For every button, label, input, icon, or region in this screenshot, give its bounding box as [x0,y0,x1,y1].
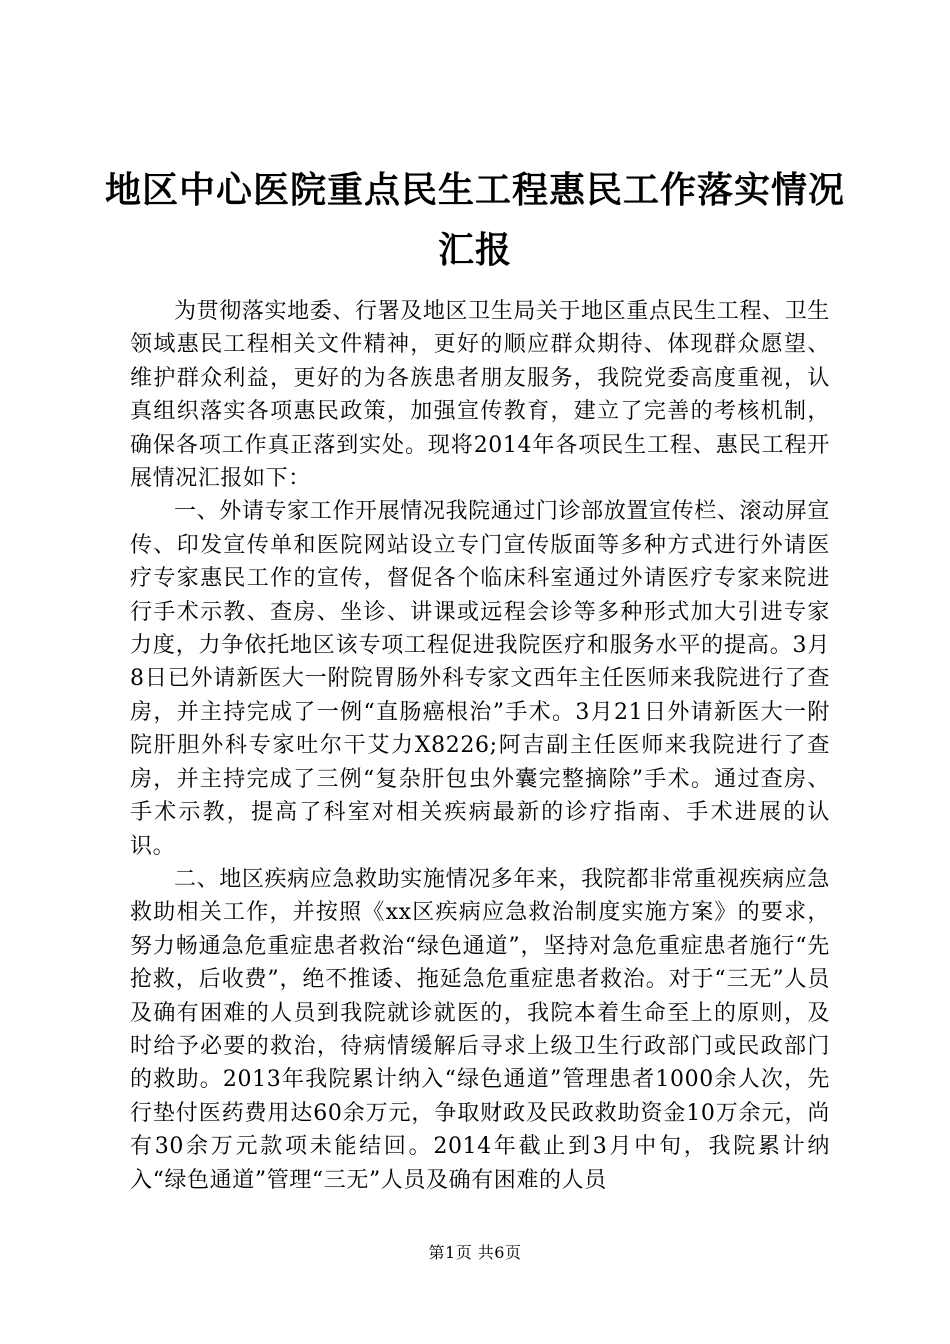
title-line-1: 地区中心医院重点民生工程惠民工作落实情况 [104,169,845,211]
document-title [100,160,850,280]
page-number-footer: 第1页 共6页 [428,1243,522,1262]
paragraph-section-2: 二、地区疾病应急救助实施情况多年来，我院都非常重视疾病应急救助相关工作，并按照《xx区疾病应急救治制度实施方案》的要求，努力畅通急危重症患者救治“绿色通道”，坚持对急危重症患者施行“先抢救，后收费”，绝不推诿、拖延急危重症患者救治。对于“三无”人员及确有困难的人员到我院就诊就医的，我院本着生命至上的原则，及时给予必要的救治，待病情缓解后寻求上级卫生行政部门或民政部门的救助。2013年我院累计纳入“绿色通道”管理患者1000余人次，先行垫付医药费用达60余万元，争取财政及民政救助资金10万余元，尚有30余万元款项未能结回。2014年截止到3月中旬，我院累计纳入“绿色通道”管理“三无”人员及确有困难的人员 [130,866,830,1193]
document-body [130,295,830,1197]
title-line-2: 汇报 [437,229,512,271]
paragraph-section-1: 一、外请专家工作开展情况我院通过门诊部放置宣传栏、滚动屏宣传、印发宣传单和医院网站设立专门宣传版面等多种方式进行外请医疗专家惠民工作的宣传，督促各个临床科室通过外请医疗专家来院进行手术示教、查房、坐诊、讲课或远程会诊等多种形式加大引进专家力度，力争依托地区该专项工程促进我院医疗和服务水平的提高。3月8日已外请新医大一附院胃肠外科专家文西年主任医师来我院进行了查房，并主持完成了一例“直肠癌根治”手术。3月21日外请新医大一附院肝胆外科专家吐尔干艾力X8226;阿吉副主任医师来我院进行了查房，并主持完成了三例“复杂肝包虫外囊完整摘除”手术。通过查房、手术示教，提高了科室对相关疾病最新的诊疗指南、手术进展的认识。 [130,499,830,859]
paragraph-intro: 为贯彻落实地委、行署及地区卫生局关于地区重点民生工程、卫生领域惠民工程相关文件精神，更好的顺应群众期待、体现群众愿望、维护群众利益，更好的为各族患者朋友服务，我院党委高度重视，认真组织落实各项惠民政策，加强宣传教育，建立了完善的考核机制，确保各项工作真正落到实处。现将2014年各项民生工程、惠民工程开展情况汇报如下： [130,299,830,492]
